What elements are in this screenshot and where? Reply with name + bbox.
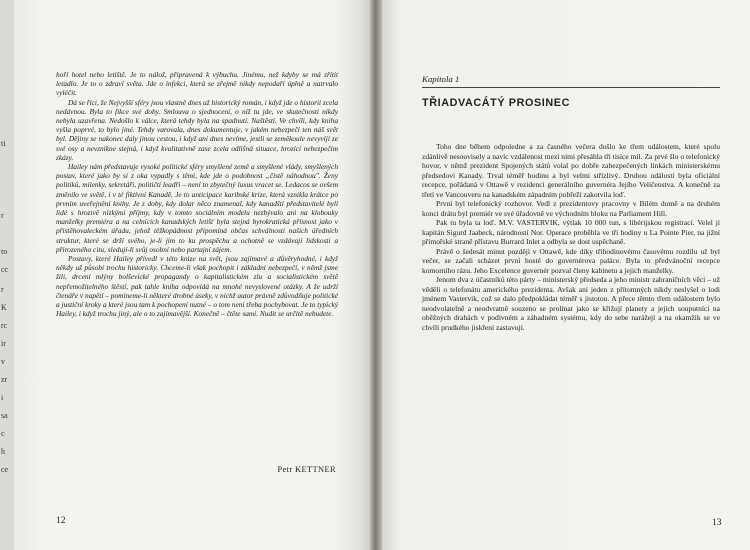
strip-char: ir — [1, 339, 6, 348]
right-page-text — [422, 142, 720, 332]
left-page — [14, 0, 370, 550]
strip-char: sa — [1, 411, 8, 420]
strip-char: to — [1, 247, 8, 256]
left-paragraph-3: Hailey nám představuje vysoké politické sféry smyšlené země a smyšlené vlády, smyšlených postav, které jako by si z oka vypadly s těmi, kde jde o podobnost „čistě náhodnou". Ženy politiků, milenky, sekretáři, političtí leadři – není to zbytečný luxus vracet se. Ledacos se ovšem změnilo ve světě, i v té fiktivní Kanadě. Je to anticipace karibské krize, která vznikla krátce po prvním uveřejnění knihy. Je z doby, kdy dolar něco znamenal, kdy kanadští představitelé byli lidé s hrozivě nízkými příjmy, kdy v tomto sociálním modelu nezbývalo ani na klobouky manželky premiéra a na celnících kanadských letišť byla stejná byrokratická přísnost jako v přistěhovaleckém úřadu, jehož těžkopádnost připomíná občas schválnosti našich úředních struktur, které se drží svého, je-li jim to ku prospěchu a ochotně se vzdávají lidskosti a přirozeného citu, sledují-li svůj osobní nebo partajní zájem. — [56, 162, 338, 254]
left-paragraph-1: hoří hotel nebo letiště. Je to nálož, připravená k výbuchu. Jinému, než kdyby se má zřítit letadlo. Je to o zdraví světa. Jde o infekci, která se zřejmě nikdy nepodaří úplně a natrvalo vyléčit. — [56, 70, 338, 98]
strip-char: ti — [1, 139, 6, 148]
right-paragraph-1: Toho dne během odpoledne a za časného večera došlo ke třem událostem, které spolu zdánlivě nesouvisely a navíc vzdálenost mezi nimi přesáhla tři tisíce mil. Za prvé šlo o telefonický hovor, v němž prezident Spojených států volal po dobře zabezpečených linkách ministerskému předsedovi Kanady. Trval téměř hodinu a byl velmi střízlivý. Druhou událostí byla oficiální recepce, pořádaná v Ottawě v rezidenci generálního guvernéra Jejího Veličenstva. A konečně za třetí ve Vancouveru na kanadském západním pobřeží zakotvila loď. — [422, 142, 720, 199]
author-signature: Petr KETTNER — [277, 465, 336, 474]
right-paragraph-4: Právě o šedesát minut později v Ottawě, kde díky třihodinovému časovému rozdílu už byl večer, se začali scházet první hosté do guvernérova paláce. Byla to předvánoční recepce komorního rázu. Jeho Excelence guvernér pozval členy kabinetu a jejich manželky. — [422, 246, 720, 275]
strip-char: rc — [1, 321, 8, 330]
strip-char: r — [1, 211, 4, 220]
strip-char: cc — [1, 265, 9, 274]
strip-char: v — [1, 357, 5, 366]
strip-char: ce — [1, 465, 9, 474]
strip-char: zr — [1, 375, 8, 384]
strip-char: K — [1, 303, 7, 312]
book-gutter — [370, 0, 382, 550]
right-page — [382, 0, 750, 550]
right-paragraph-3: Pak tu byla ta loď. M.V. VASTERVIK, výtlak 10 000 tun, s libérijskou registrací. Velel jí kapitán Sigurd Jaabeck, národností Nor. Operace proběhla ve tři hodiny u La Pointe Pier, na jižní přímořské straně přístavu Burrard Inlet a odbyla se dost uspěchaně. — [422, 218, 720, 246]
chapter-label: Kapitola 1 — [422, 74, 460, 84]
chapter-title: TŘIADVACÁTÝ PROSINEC — [422, 97, 570, 109]
right-paragraph-5: Jenom dva z účastníků této párty – ministerský předseda a jeho ministr zahraničních věcí – už věděli o telefonátu amerického prezidenta. Avšak ani jeden z přítomných nikdy neslyšel o lodi jménem Vastervik, což se dalo předpokládat téměř s jistotou. A přece těmto třem událostem bylo neodvolatelně a neodvratně souzeno se prolínat jako se křižují planety a jejich souputníci na oběžných drahách v podivném a záhadném systému, kdy do sebe narážejí a na okamžik se ve chvíli prudkého jiskření zastavují. — [422, 275, 720, 332]
left-page-text — [56, 70, 338, 318]
adjacent-page-strip — [0, 0, 14, 550]
chapter-divider — [422, 87, 720, 88]
page-number-left: 12 — [56, 516, 66, 526]
left-paragraph-2: Dá se říci, že Nejvyšší sféry jsou vlastně dnes už historický román, i když jde o historii zcela nedávnou. Byla to fikce své doby. Smlouva o sjednocení, o níž tu jde, ve skutečnosti nikdy nebyla uzavřena. Nedošlo k válce, která tehdy byla na spadnutí. Naštěstí. Ve chvíli, kdy kniha vyšla poprvé, to bylo jiné. Tehdy varovala, dnes dokumentuje, v jakém nebezpečí ten náš svět byl. Dějiny se nakonec daly jinou cestou, i když ani dnes nevíme, jestli se zeměkoule nevyvíjí ze své osy a nevznikne stejná, i když kvalitativně zase zcela odlišná situace, hrozící nebezpečím zkázy. — [56, 97, 338, 162]
strip-char: r — [1, 285, 4, 294]
strip-char: i — [1, 393, 4, 402]
left-paragraph-4: Postavy, které Hailey přivedl v této knize na svět, jsou zajímavé a důvěryhodné, i když někdy už působí trochu historicky. Chceme-li však pochopit i základní nebezpečí, v němž jsme žili, drcení mlýny bolševické propagandy o kapitalistickém zlu a socialistickém světě nepřemožitelného štěstí, pak tahle kniha odpovídá na mnohé nevyslovené otázky. A že udrží čtenáře v napětí – pominemе-li některé drobné úseky, v nichž autor právně zdůvodňuje politické a justiční kroky a které jsou tam k pochopení nutné – o tom není třeba pochybovat. Je to typický Hailey, i když trochu jiný, ale o to zajímavější. Konečně – čtěte sami. Nudit se určitě nebudete. — [56, 254, 338, 319]
page-number-right: 13 — [712, 518, 722, 528]
right-paragraph-2: První byl telefonický rozhovor. Vedl z prezidentovy pracovny v Bílém domě a na druhém konci drátu byl premiér ve své úřadovně ve východním bloku na Parliament Hill. — [422, 199, 720, 218]
strip-char: c — [1, 429, 5, 438]
strip-char: h — [1, 447, 5, 456]
